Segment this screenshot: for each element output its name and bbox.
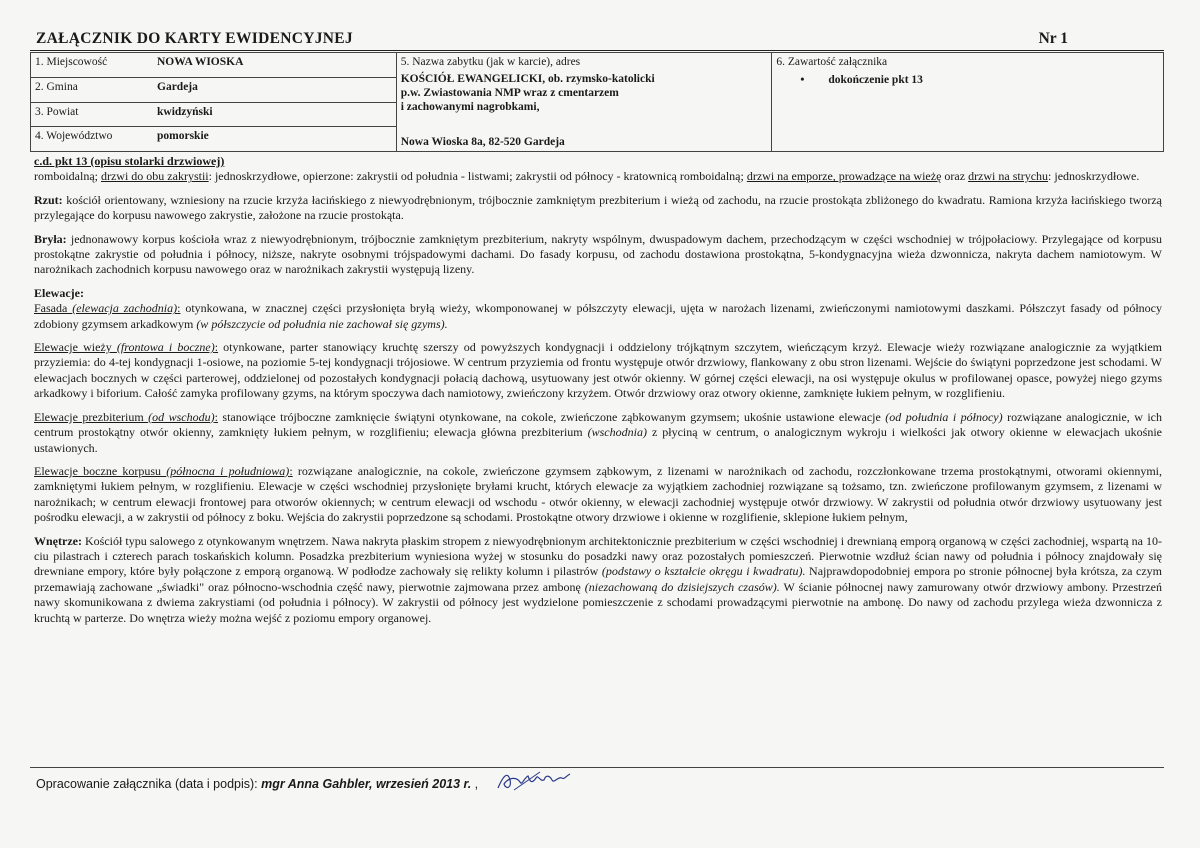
field-label: 4. Województwo — [35, 130, 113, 143]
section-plan: Rzut: kościół orientowany, wzniesiony na rzucie krzyża łacińskiego z niewyodrębnionym, trójbocznie zamkniętym prezbiterium i wieżą od zachodu, na rzucie prostokąta zbliżonego do kwadratu. Ramiona krzyża łacińskiego tworzą przylegające do korpusu nawowego zakrystie, założone na rzucie prostokąta. — [34, 192, 1162, 223]
field-label: 1. Miejscowość — [35, 56, 108, 68]
section-heading: c.d. pkt 13 (opisu stolarki drzwiowej) — [34, 154, 225, 168]
monument-name-line: p.w. Zwiastowania NMP wraz z cmentarzem — [400, 87, 619, 99]
field-label: 2. Gmina — [35, 80, 78, 93]
section-doors: c.d. pkt 13 (opisu stolarki drzwiowej) romboidalną; drzwi do obu zakrystii: jednoskrzydłowe, opierzone: zakrystii od południa - listwami; zakrystii od północy - kratownicą romboidalną; drzwi na emporze, prowadzące na wieżę oraz drzwi na strychu: jednoskrzydłowe. — [34, 154, 1140, 184]
section-massing: Bryła: jednonawowy korpus kościoła wraz z niewyodrębnionym, trójbocznie zamkniętym prezbiterium, nakryty wspólnym, dwuspadowym dachem, przechodzącym w części wschodniej w trójpołaciowy. Przylegające od korpusu prostokątne zakrystie od południa i północy, niższe, nakryte osobnymi trójspadowymi dachami. Do fasady korpusu, od zachodu dostawiona prostokątna, 5-kondygnacyjna wieża dzwonnicza, nakryta dachem namiotowym. W narożnikach zachodnich korpusu nawowego oraz w narożnikach zakrystii występują lizeny. — [34, 231, 1162, 277]
monument-name-label: 5. Nazwa zabytku (jak w karcie), adres — [400, 56, 581, 68]
section-interior: Wnętrze: Kościół typu salowego z otynkowanym wnętrzem. Nawa nakryta płaskim stropem z niewyodrębnionym architektonicznie prezbiterium w części wschodniej i drewnianą emporą organową w części zachodniej, wspartą na 10-ciu pilastrach i czterech parach toskańskich kolumn. Posadzka prezbiterium wyniesiona wyżej w stosunku do posadzki nawy oraz pozostałych pomieszczeń. Pierwotnie wzdłuż ścian nawy od południa i północy znajdowały się drewniane empory, które były połączone z emporą organową. W podłodze zachowały się relikty kolumn i pilastrów (podstawy o kształcie okręgu i kwadratu). Najprawdopodobniej empora po stronie północnej była krótsza, za czym przemawiają zachowane „świadki" oraz północno-wschodnia część nawy, pierwotnie zajmowana przez ambonę (niezachowaną do dzisiejszych czasów). W ścianie północnej nawy zamurowany otwór drzwiowy ambony. Przestrzeń nawy skomunikowana z dwiema zakrystiami (od południa i północy). W zakrystii od północy jest wydzielone pomieszczenie z schodami prowadzącymi pierwotnie na ambonę. Do nawy od zachodu przylega wieża dzwonnicza z kruchtą w parterze. Do wnętrza wieży można wejść z poziomu empory organowej. — [34, 533, 1163, 625]
footer-label: Opracowanie załącznika (data i podpis): — [36, 777, 262, 791]
handwritten-signature — [494, 768, 574, 794]
meta-table — [30, 52, 1164, 152]
field-value: Gardeja — [157, 80, 198, 93]
page-number: Nr 1 — [1038, 30, 1068, 47]
document-body — [34, 154, 1162, 626]
monument-name-line: KOŚCIÓŁ EWANGELICKI, ob. rzymsko-katolicki — [400, 73, 655, 85]
field-commune — [31, 77, 397, 102]
field-value: pomorskie — [157, 130, 209, 143]
monument-name-cell — [396, 53, 772, 152]
field-label: 3. Powiat — [35, 105, 79, 118]
footer-author: mgr Anna Gahbler, wrzesień 2013 r. — [261, 777, 472, 791]
section-elevations: Elewacje: Fasada (elewacja zachodnia): otynkowana, w znacznej części przysłonięta bryłą wieży, wkomponowanej w półszczyty elewacji, ujęta w narożach lizenami, zwieńczonymi namiotowymi daszkami. Półszczyt fasady od północy zdobiony gzymsem arkadkowym (w półszczycie od południa nie zachował się gzyms). — [34, 285, 1162, 331]
footer-divider — [30, 767, 1164, 768]
contents-label: 6. Zawartość załącznika — [776, 56, 888, 68]
section-heading: Wnętrze: — [34, 533, 82, 548]
section-heading: Rzut: — [34, 192, 63, 207]
section-presbytery-elevations: Elewacje prezbiterium (od wschodu): stanowiące trójboczne zamknięcie świątyni otynkowane, na cokole, zwieńczone ząbkowanym gzymsem; ukośnie ustawione elewacje (od południa i północy) rozwiązane analogicznie, w ich centrum prostokątny otwór okienny, zamknięty łukiem pełnym, w rozglifieniu; elewacja główna prezbiterium (wschodnia) z płyciną w centrum, o analogicznym wykroju i wielkości jak otwory okienne w elewacjach ukośnie ustawionych. — [34, 409, 1162, 455]
field-value: NOWA WIOSKA — [157, 56, 244, 68]
header-divider — [30, 50, 1164, 51]
field-county — [31, 102, 397, 127]
page-title: ZAŁĄCZNIK DO KARTY EWIDENCYJNEJ — [36, 30, 353, 47]
field-value: kwidzyński — [157, 105, 213, 118]
field-voivodeship — [31, 127, 397, 152]
monument-name-line: i zachowanymi nagrobkami, — [400, 101, 540, 113]
section-tower-elevations: Elewacje wieży (frontowa i boczne): otynkowane, parter stanowiący kruchtę szerszy od powyższych kondygnacji i oddzielony trójkątnym szczytem, wieńczącym krzyż. Elewacje wieży rozwiązane analogicznie za wyjątkiem przyziemia: do 4-tej kondygnacji 1-osiowe, na poziomie 5-tej kondygnacji trójosiowe. W centrum przyziemia od frontu występuje otwór drzwiowy, flankowany z obu stron lizenami. Wejście do świątyni poprzedzone jest schodami. W elewacjach bocznych w części parterowej, oddzielonej od pozostałych kondygnacji połacią dachową, usytuowany jest otwór okienny. W górnej części elewacji, na osi występuje okulus w profilowanej opasce, powyżej niego gzyms arkadkowy i biforium. Całość zamyka profilowany gzyms, na którym spoczywa dach namiotowy, zwieńczony krzyżem. Otwór drzwiowy oraz otwory okienne, zamknięte łukiem pełnym, w rozglifieniu. — [34, 340, 1162, 401]
bullet-icon: • — [800, 74, 805, 86]
contents-item: • dokończenie pkt 13 — [800, 74, 923, 86]
section-side-elevations: Elewacje boczne korpusu (północna i południowa): rozwiązane analogicznie, na cokole, zwieńczone gzymsem ząbkowym, z lizenami w narożnikach od zachodu, rozczłonkowane trzema prostokątnymi, otworami okiennymi, zamkniętymi łukiem pełnym, w rozglifieniu. Elewacje w części wschodniej przysłonięte bryłami krucht, których elewacje za wyjątkiem zachodniej rozwiązane są tożsamo, tzn. zwieńczone profilowanym gzymsem, z lizenami w narożnikach; w centrum elewacji frontowej para otworów okiennych; w centrum elewacji od wschodu - otwór okienny, w elewacji zachodniej występuje otwór drzwiowy. W zakrystii od południa otwór drzwiowy usytuowany jest pośrodku elewacji, a w zakrystii od północy z boku. Wejścia do zakrystii poprzedzone są schodami. Prostokątne otwory drzwiowe i okienne w rozglifienie, sklepione łukiem pełnym, — [34, 463, 1162, 525]
contents-cell — [772, 53, 1164, 152]
section-heading: Elewacje: — [34, 285, 84, 300]
field-locality — [31, 53, 397, 78]
section-heading: Bryła: — [34, 231, 67, 246]
monument-address: Nowa Wioska 8a, 82-520 Gardeja — [400, 136, 565, 148]
footer: Opracowanie załącznika (data i podpis): mgr Anna Gahbler, wrzesień 2013 r. , — [36, 777, 479, 791]
